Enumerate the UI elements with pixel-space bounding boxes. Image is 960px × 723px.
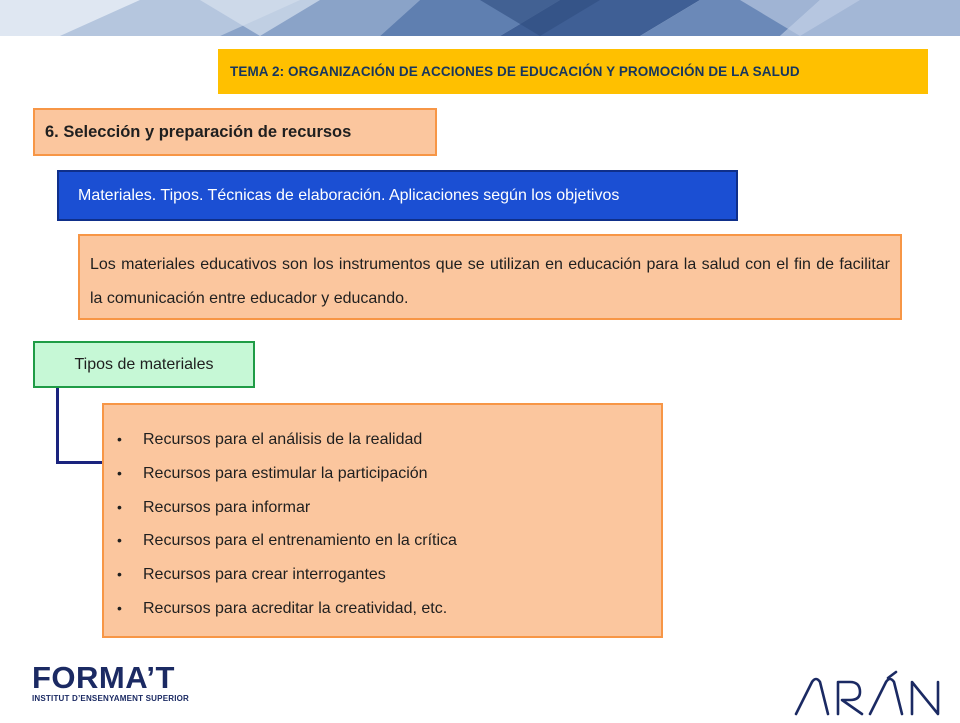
- forma-t-logo: [32, 660, 192, 704]
- topic-banner: [218, 49, 928, 94]
- list-item-text: Recursos para el entrenamiento en la crítica: [143, 532, 457, 550]
- definition-box: [78, 234, 902, 320]
- list-item: [114, 491, 651, 525]
- topic-title: TEMA 2: ORGANIZACIÓN DE ACCIONES DE EDUCACIÓN Y PROMOCIÓN DE LA SALUD: [230, 64, 800, 79]
- list-item-text: Recursos para el análisis de la realidad: [143, 431, 423, 448]
- list-item: [114, 524, 651, 558]
- definition-text: Los materiales educativos son los instrumentos que se utilizan en educación para la salud con el fin de facilitar la comunicación entre educador y educando.: [90, 256, 890, 307]
- bullet-icon: •: [117, 599, 122, 616]
- list-item-text: Recursos para estimular la participación: [143, 464, 428, 482]
- types-list-box: [102, 403, 663, 638]
- list-item: [114, 457, 651, 491]
- subtitle-bar: [57, 170, 738, 221]
- bullet-icon: •: [117, 464, 122, 481]
- types-list: [114, 423, 651, 626]
- bullet-icon: •: [117, 532, 122, 549]
- list-item-text: Recursos para informar: [143, 498, 311, 516]
- section-title-box: [33, 108, 437, 156]
- bullet-icon: •: [117, 431, 122, 447]
- header-banner-image: [0, 0, 960, 36]
- forma-t-logo-word: FORMA’T: [32, 660, 175, 695]
- list-item: [114, 592, 651, 626]
- list-item: [114, 558, 651, 592]
- bullet-icon: •: [117, 566, 122, 583]
- types-header-box: [33, 341, 255, 388]
- connector-line: [56, 388, 104, 464]
- list-item-text: Recursos para crear interrogantes: [143, 566, 386, 584]
- aran-logo-mark: [790, 670, 950, 718]
- subtitle-text: Materiales. Tipos. Técnicas de elaboración. Aplicaciones según los objetivos: [78, 186, 620, 204]
- forma-t-logo-subtitle: INSTITUT D’ENSENYAMENT SUPERIOR: [32, 694, 190, 703]
- types-header-label: Tipos de materiales: [74, 355, 214, 373]
- section-title: 6. Selección y preparación de recursos: [45, 122, 352, 141]
- list-item: [114, 423, 651, 457]
- list-item-text: Recursos para acreditar la creatividad, etc.: [143, 599, 448, 617]
- aran-logo: [790, 670, 950, 718]
- bullet-icon: •: [117, 498, 122, 515]
